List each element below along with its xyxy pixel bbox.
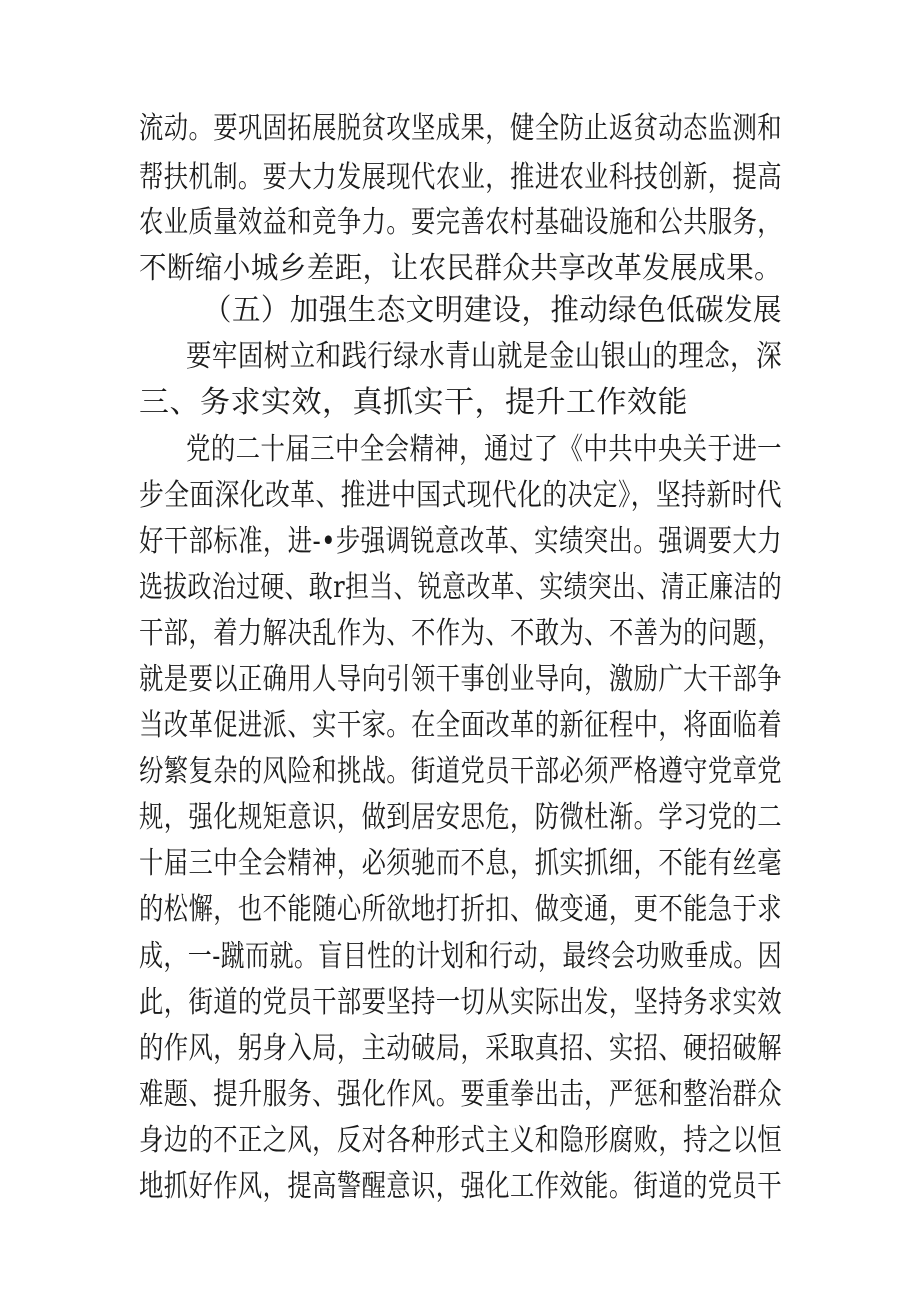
text-line: 农业质量效益和竞争力。要完善农村基础设施和公共服务， <box>139 205 782 240</box>
text-line: 帮扶机制。要大力发展现代农业，推进农业科技创新，提高 <box>139 160 782 195</box>
text-line: 就是要以正确用人导向引领干事创业导向，激励广大干部争 <box>139 662 782 697</box>
text-line: 规，强化规矩意识，做到居安思危，防微杜渐。学习党的二 <box>139 800 782 835</box>
text-line: 不断缩小城乡差距，让农民群众共享改革发展成果。 <box>139 251 782 286</box>
text-line: 成，一-蹴而就。盲目性的计划和行动，最终会功败垂成。因 <box>139 939 782 974</box>
text-line: 地抓好作风，提高警醒意识，强化工作效能。街道的党员干 <box>139 1169 782 1204</box>
text-line: 党的二十届三中全会精神，通过了《中共中央关于进一 <box>186 432 782 467</box>
text-line: 此，街道的党员干部要坚持一切从实际出发，坚持务求实效 <box>139 985 782 1020</box>
section-heading: 三、务求实效，真抓实干，提升工作效能 <box>139 385 688 420</box>
section-subheading: （五）加强生态文明建设，推动绿色低碳发展 <box>203 293 782 328</box>
text-line: 身边的不正之风，反对各种形式主义和隐形腐败，持之以恒 <box>139 1123 782 1158</box>
text-line: 的松懈，也不能随心所欲地打折扣、做变通，更不能急于求 <box>139 892 782 927</box>
text-line: 步全面深化改革、推进中国式现代化的决定》，坚持新时代 <box>139 478 782 513</box>
text-line: 干部，着力解决乱作为、不作为、不敢为、不善为的问题， <box>139 616 782 651</box>
text-line: 好干部标准，进-•步强调锐意改革、实绩突出。强调要大力 <box>139 524 782 559</box>
text-line: 的作风，躬身入局，主动破局，采取真招、实招、硬招破解 <box>139 1031 782 1066</box>
text-line: 选拔政治过硬、敢r担当、锐意改革、实绩突出、清正廉洁的 <box>139 570 782 605</box>
text-line: 当改革促进派、实干家。在全面改革的新征程中，将面临着 <box>139 708 782 743</box>
text-line: 十届三中全会精神，必须驰而不息，抓实抓细，不能有丝毫 <box>139 846 782 881</box>
text-line: 流动。要巩固拓展脱贫攻坚成果，健全防止返贫动态监测和 <box>139 111 782 146</box>
text-line: 要牢固树立和践行绿水青山就是金山银山的理念，深 <box>186 339 782 374</box>
text-line: 难题、提升服务、强化作风。要重拳出击，严惩和整治群众 <box>139 1077 782 1112</box>
text-line: 纷繁复杂的风险和挑战。街道党员干部必须严格遵守党章党 <box>139 754 782 789</box>
